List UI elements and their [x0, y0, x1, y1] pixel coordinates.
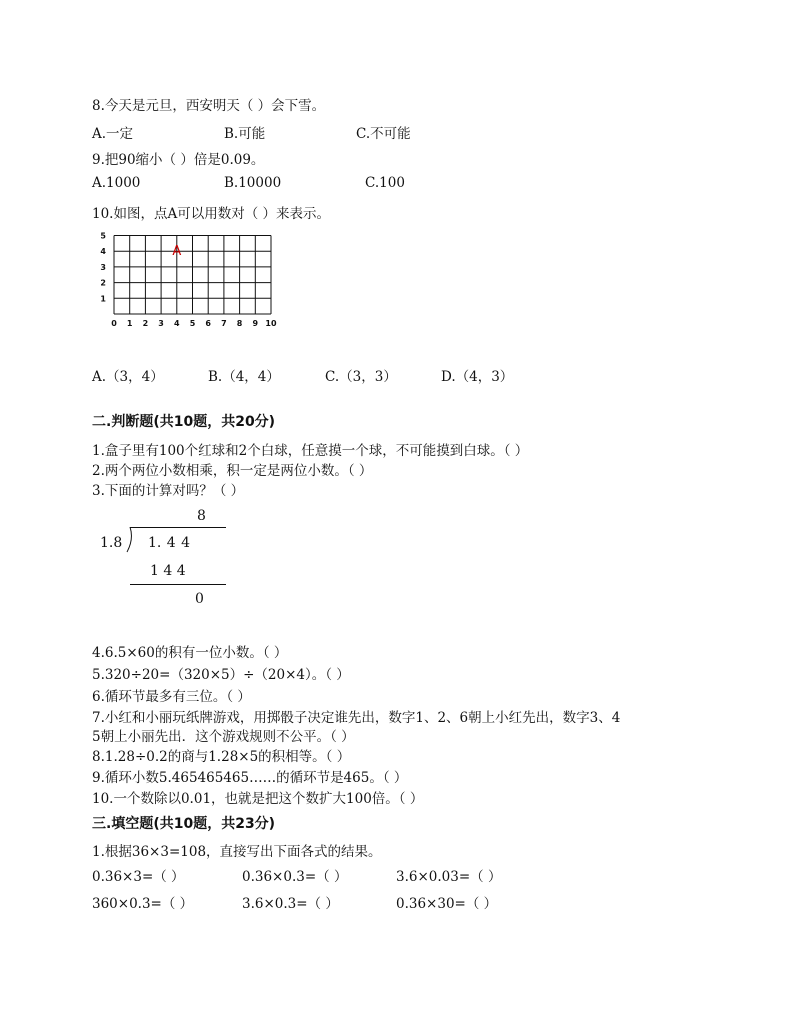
- s2-item-5: 5.320÷20=（320×5）÷（20×4）。（ ）: [92, 667, 350, 683]
- s2-item-8: 8.1.28÷0.2的商与1.28×5的积相等。（ ）: [92, 749, 351, 765]
- s2-item-10: 10.一个数除以0.01，也就是把这个数扩大100倍。（ ）: [92, 791, 424, 807]
- division-bracket: [124, 527, 134, 553]
- x-tick-label: 8: [236, 319, 243, 328]
- q9-option-c: C.100: [365, 175, 405, 191]
- division-bar: [130, 527, 226, 528]
- section-2-title: 二.判断题(共10题，共20分): [92, 414, 276, 430]
- q8-option-c: C.不可能: [356, 126, 411, 142]
- s2-item-1: 1.盒子里有100个红球和2个白球，任意摸一个球，不可能摸到白球。（ ）: [92, 443, 529, 459]
- s2-item-3: 3.下面的计算对吗？（ ）: [92, 483, 245, 499]
- s3-expr-5: 3.6×0.3=（ ）: [242, 896, 339, 912]
- question-9: 9.把90缩小（ ）倍是0.09。: [92, 152, 265, 168]
- x-tick-label: 10: [265, 319, 277, 328]
- q10-option-a: A.（3，4）: [92, 369, 164, 385]
- division-dividend: 1. 4 4: [148, 535, 191, 551]
- question-10: 10.如图，点A可以用数对（ ）来表示。: [92, 206, 331, 222]
- division-remainder: 0: [195, 591, 204, 607]
- q10-option-d: D.（4，3）: [441, 369, 514, 385]
- x-tick-label: 0: [111, 319, 117, 328]
- division-product: 1 4 4: [150, 563, 186, 579]
- section-3-title: 三.填空题(共10题，共23分): [92, 816, 276, 832]
- s3-expr-4: 360×0.3=（ ）: [92, 896, 194, 912]
- question-8: 8.今天是元旦，西安明天（ ）会下雪。: [92, 98, 326, 114]
- x-tick-label: 3: [158, 319, 164, 328]
- division-subtract-line: [130, 584, 226, 585]
- q9-option-b: B.10000: [224, 175, 282, 191]
- y-tick-label: 2: [100, 278, 106, 288]
- s2-item-4: 4.6.5×60的积有一位小数。（ ）: [92, 645, 288, 661]
- x-tick-label: 5: [189, 319, 196, 328]
- x-tick-label: 7: [221, 319, 227, 328]
- s3-expr-3: 3.6×0.03=（ ）: [396, 869, 502, 885]
- x-tick-label: 1: [126, 319, 133, 328]
- division-quotient: 8: [197, 508, 206, 524]
- s2-item-6: 6.循环节最多有三位。（ ）: [92, 689, 251, 705]
- q8-option-a: A.一定: [92, 126, 134, 142]
- y-tick-label: 1: [100, 294, 106, 304]
- point-a-label: A: [172, 244, 182, 260]
- s2-item-7-line1: 7.小红和小丽玩纸牌游戏，用掷骰子决定谁先出，数字1、2、6朝上小红先出，数字3、4: [92, 710, 621, 726]
- q8-option-b: B.可能: [224, 126, 266, 142]
- q10-option-c: C.（3，3）: [325, 369, 397, 385]
- s3-question-1: 1.根据36×3=108，直接写出下面各式的结果。: [92, 844, 382, 860]
- s2-item-7-line2: 5朝上小丽先出．这个游戏规则不公平。（ ）: [92, 729, 355, 745]
- division-divisor: 1.8: [100, 535, 123, 551]
- s3-expr-1: 0.36×3=（ ）: [92, 869, 185, 885]
- s2-item-9: 9.循环小数5.465465465……的循环节是465。（ ）: [92, 770, 408, 786]
- y-tick-label: 4: [100, 247, 106, 257]
- y-tick-label: 5: [100, 231, 106, 241]
- s2-item-2: 2.两个两位小数相乘，积一定是两位小数。（ ）: [92, 463, 373, 479]
- x-tick-label: 2: [142, 319, 149, 328]
- coordinate-grid: [94, 226, 284, 332]
- x-tick-label: 6: [205, 319, 211, 328]
- s3-expr-6: 0.36×30=（ ）: [396, 896, 498, 912]
- x-tick-label: 9: [252, 319, 259, 328]
- y-tick-label: 3: [100, 262, 106, 272]
- x-tick-label: 4: [174, 319, 180, 328]
- s3-expr-2: 0.36×0.3=（ ）: [242, 869, 348, 885]
- q10-option-b: B.（4，4）: [208, 369, 280, 385]
- q9-option-a: A.1000: [92, 175, 141, 191]
